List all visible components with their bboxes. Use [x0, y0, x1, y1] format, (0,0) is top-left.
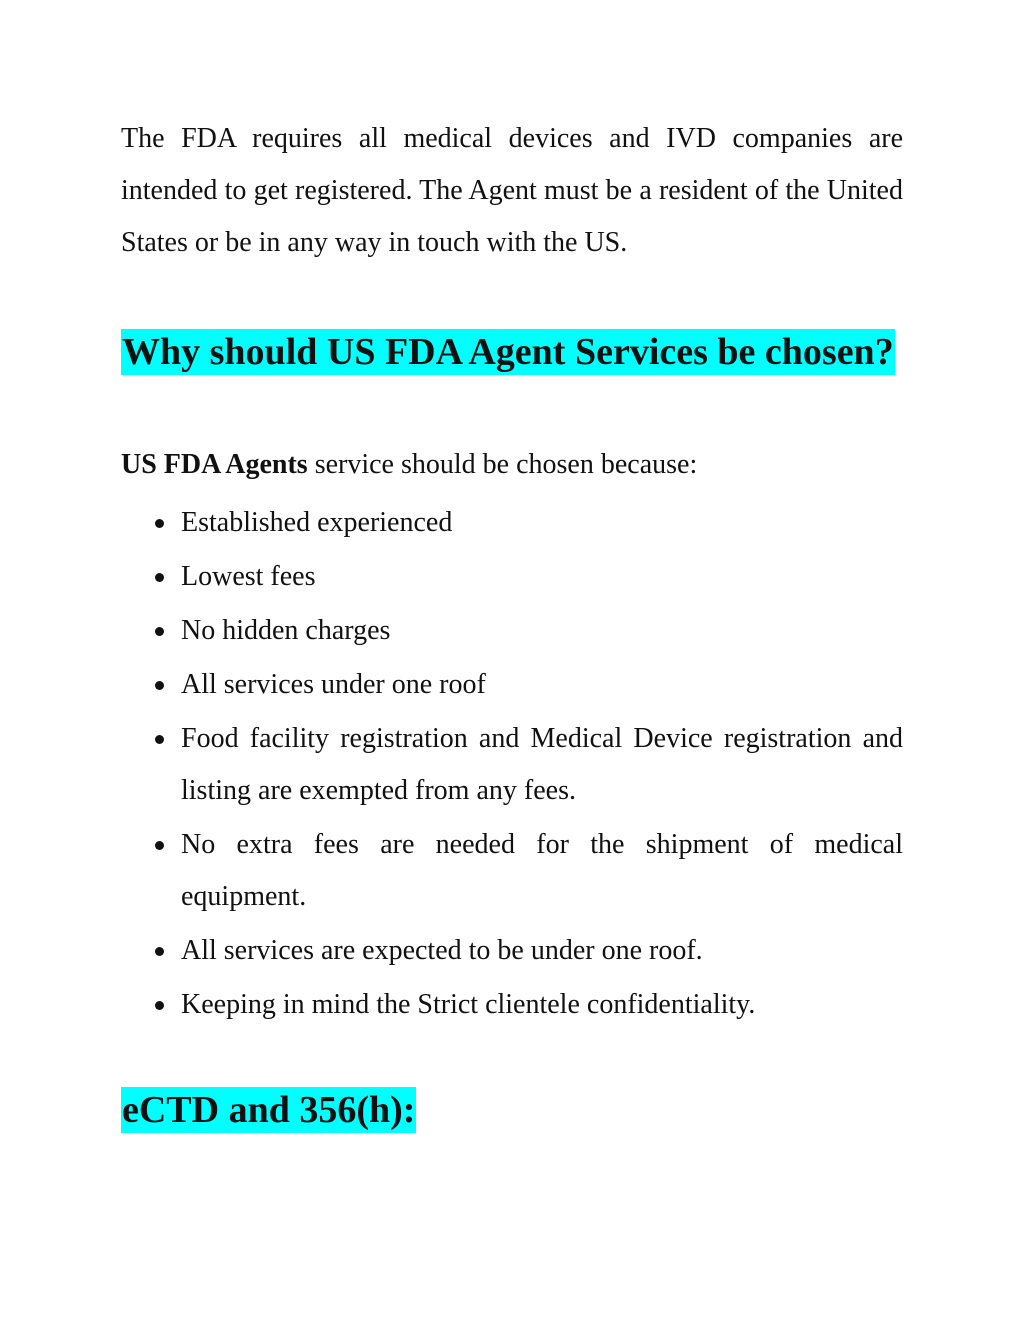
bullet-icon: [155, 841, 164, 850]
bullet-icon: [155, 573, 164, 582]
bullet-icon: [155, 627, 164, 636]
lead-rest: service should be chosen because:: [307, 449, 698, 480]
list-item-text: Food facility registration and Medical Device registration and listing are exempted from any fees.: [181, 723, 903, 806]
lead-bold-term: US FDA Agents: [121, 449, 308, 480]
list-item-text: All services under one roof: [181, 669, 486, 700]
reasons-list: [121, 497, 903, 1033]
list-item-text: No extra fees are needed for the shipment of medical equipment.: [181, 829, 903, 912]
list-item: [121, 925, 903, 977]
list-item: [121, 551, 903, 603]
list-item: [121, 659, 903, 711]
list-item: [121, 605, 903, 657]
list-item: [121, 713, 903, 817]
bullet-icon: [155, 947, 164, 956]
bullet-icon: [155, 735, 164, 744]
section-heading-ectd: eCTD and 356(h):: [122, 1089, 416, 1131]
bullet-icon: [155, 1001, 164, 1010]
list-item: [121, 979, 903, 1031]
list-item: [121, 819, 903, 923]
list-item-text: Lowest fees: [181, 561, 316, 592]
list-item: [121, 497, 903, 549]
list-item-text: Established experienced: [181, 507, 453, 538]
bullet-icon: [155, 681, 164, 690]
lead-sentence: [121, 443, 697, 487]
intro-paragraph: The FDA requires all medical devices and IVD companies are intended to get registered. The Agent must be a resident of the United States or be in any way in touch with the US.: [121, 123, 903, 258]
list-item-text: All services are expected to be under one roof.: [181, 935, 703, 966]
section-heading-why-choose: Why should US FDA Agent Services be chosen?: [122, 331, 894, 373]
list-item-text: Keeping in mind the Strict clientele confidentiality.: [181, 989, 756, 1020]
list-item-text: No hidden charges: [181, 615, 391, 646]
bullet-icon: [155, 519, 164, 528]
